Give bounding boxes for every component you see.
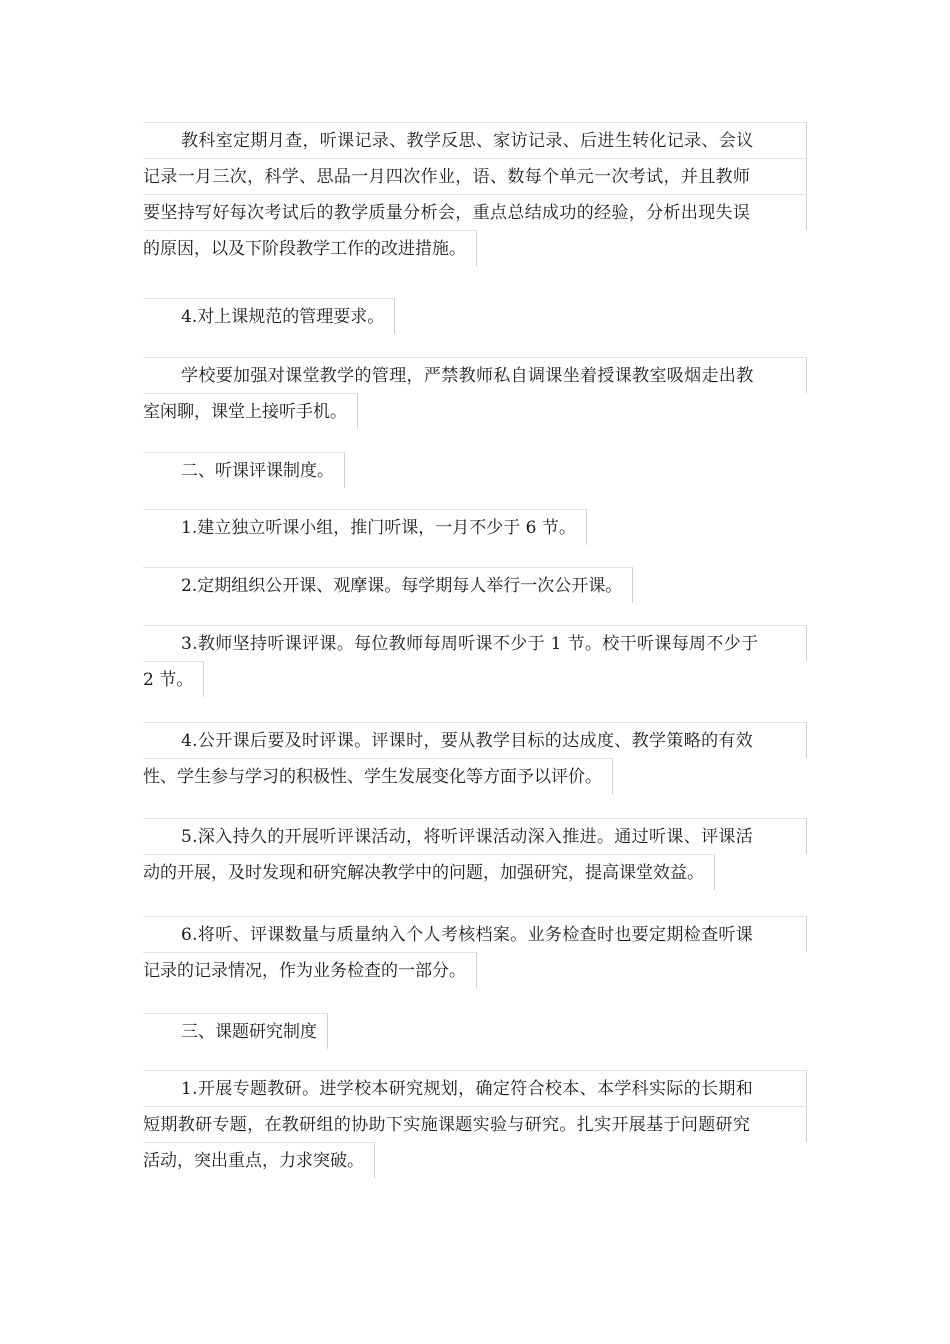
text-line: 二、听课评课制度。 — [143, 452, 345, 488]
text-line: 三、课题研究制度 — [143, 1013, 328, 1049]
paragraph-7 — [143, 625, 807, 701]
text-line: 学校要加强对课堂教学的管理，严禁教师私自调课坐着授课教室吸烟走出教 — [143, 357, 807, 393]
paragraph-12 — [143, 1070, 807, 1182]
section-heading-3 — [143, 1013, 807, 1053]
paragraph-5 — [143, 509, 807, 549]
text-line: 4.对上课规范的管理要求。 — [143, 298, 395, 334]
text-line: 动的开展，及时发现和研究解决教学中的问题，加强研究，提高课堂效益。 — [143, 854, 715, 890]
paragraph-3 — [143, 357, 807, 433]
text-line: 6.将听、评课数量与质量纳入个人考核档案。业务检查时也要定期检查听课 — [143, 916, 807, 952]
paragraph-2 — [143, 298, 807, 338]
paragraph-8 — [143, 722, 807, 798]
text-line: 活动，突出重点，力求突破。 — [143, 1142, 375, 1178]
text-line: 要坚持写好每次考试后的教学质量分析会，重点总结成功的经验，分析出现失误 — [143, 194, 807, 230]
text-line: 的原因，以及下阶段教学工作的改进措施。 — [143, 230, 477, 266]
text-line: 性、学生参与学习的积极性、学生发展变化等方面予以评价。 — [143, 758, 613, 794]
text-line: 3.教师坚持听课评课。每位教师每周听课不少于 1 节。校干听课每周不少于 — [143, 625, 807, 661]
paragraph-9 — [143, 818, 807, 894]
text-line: 短期教研专题，在教研组的协助下实施课题实验与研究。扎实开展基于问题研究 — [143, 1106, 807, 1142]
text-line: 室闲聊，课堂上接听手机。 — [143, 393, 358, 429]
text-line: 1.建立独立听课小组，推门听课，一月不少于 6 节。 — [143, 509, 587, 545]
text-line: 记录的记录情况，作为业务检查的一部分。 — [143, 952, 477, 988]
section-heading-2 — [143, 452, 807, 492]
text-line: 2 节。 — [143, 661, 204, 697]
paragraph-1 — [143, 122, 807, 270]
text-line: 2.定期组织公开课、观摩课。每学期每人举行一次公开课。 — [143, 567, 633, 603]
text-line: 1.开展专题教研。进学校本研究规划，确定符合校本、本学科实际的长期和 — [143, 1070, 807, 1106]
text-line: 5.深入持久的开展听评课活动，将听评课活动深入推进。通过听课、评课活 — [143, 818, 807, 854]
text-line: 教科室定期月查，听课记录、教学反思、家访记录、后进生转化记录、会议 — [143, 122, 807, 158]
paragraph-6 — [143, 567, 807, 607]
text-line: 记录一月三次，科学、思品一月四次作业，语、数每个单元一次考试，并且教师 — [143, 158, 807, 194]
paragraph-10 — [143, 916, 807, 992]
text-line: 4.公开课后要及时评课。评课时，要从教学目标的达成度、教学策略的有效 — [143, 722, 807, 758]
